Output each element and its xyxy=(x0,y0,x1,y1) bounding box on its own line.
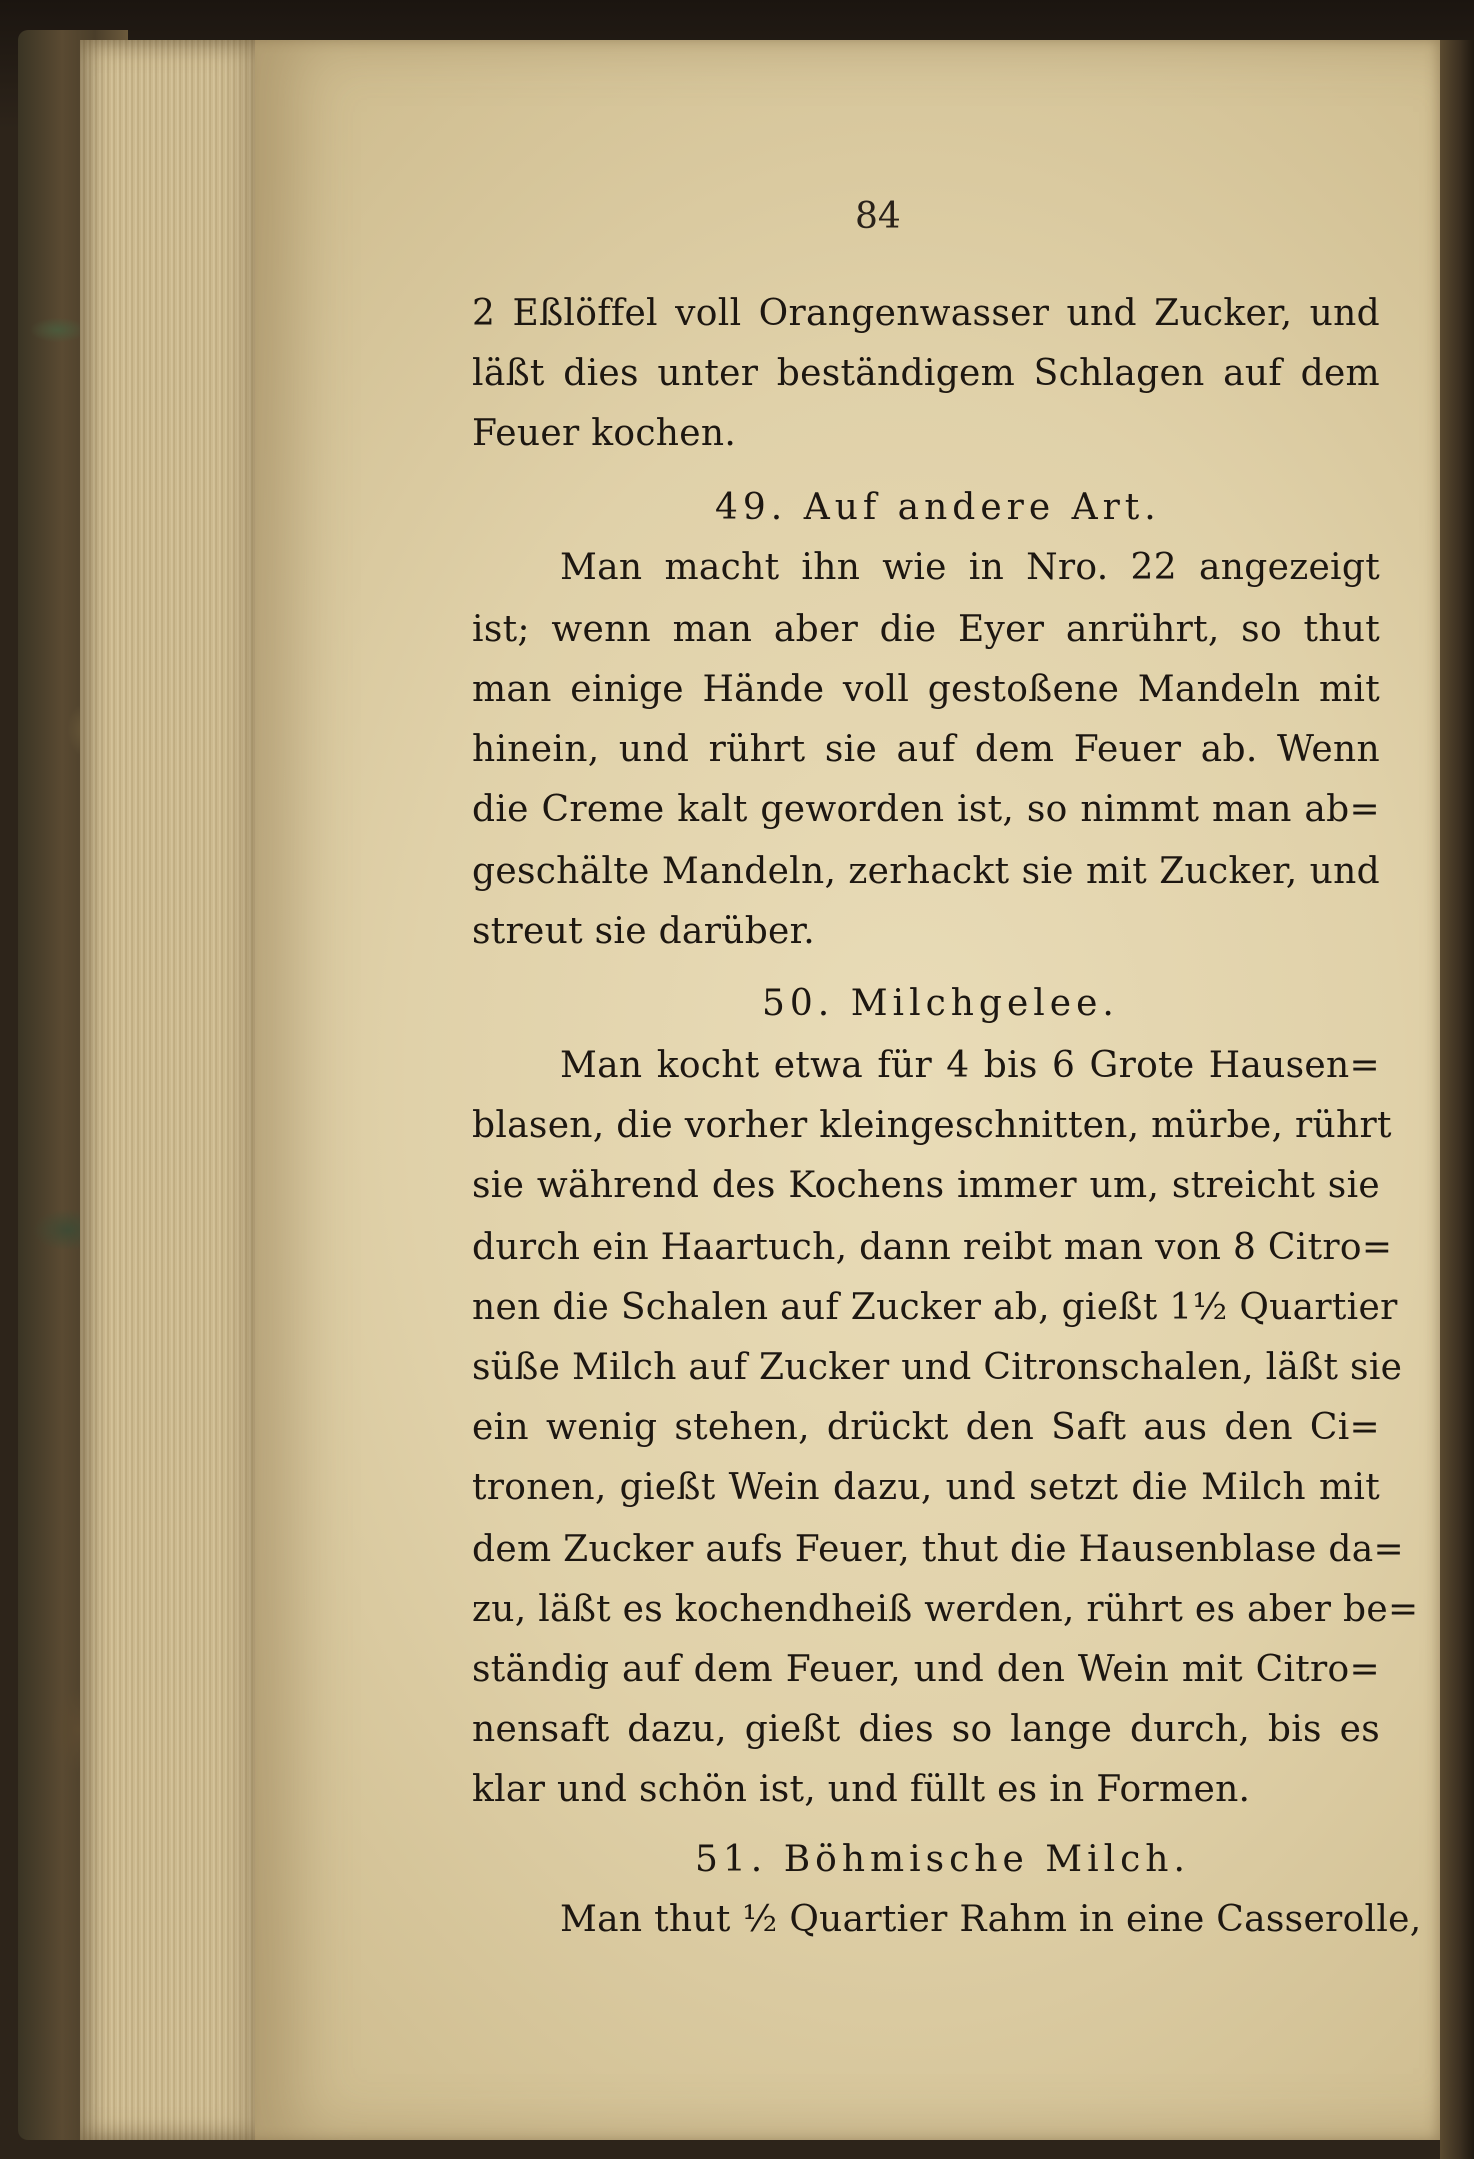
recipe-heading-49: 49. Auf andere Art. xyxy=(715,487,1161,528)
text-line: ständig auf dem Feuer, und den Wein mit Citro= xyxy=(472,1649,1380,1690)
text-line: ist; wenn man aber die Eyer anrührt, so thut xyxy=(472,609,1380,650)
text-line: tronen, gießt Wein dazu, und setzt die Milch mit xyxy=(472,1467,1380,1508)
text-line: nensaft dazu, gießt dies so lange durch, bis es xyxy=(472,1709,1380,1750)
text-line: Man kocht etwa für 4 bis 6 Grote Hausen= xyxy=(560,1045,1380,1086)
text-line: geschälte Mandeln, zerhackt sie mit Zucker, und xyxy=(472,851,1380,892)
text-line: sie während des Kochens immer um, streicht sie xyxy=(472,1165,1380,1206)
text-line: die Creme kalt geworden ist, so nimmt man ab= xyxy=(472,789,1380,830)
text-line: streut sie darüber. xyxy=(472,911,815,952)
text-line: hinein, und rührt sie auf dem Feuer ab. Wenn xyxy=(472,729,1380,770)
page-number: 84 xyxy=(855,196,901,237)
page-edges xyxy=(80,40,270,2140)
text-line: nen die Schalen auf Zucker ab, gießt 1½ Quartier xyxy=(472,1287,1398,1328)
text-line: 2 Eßlöffel voll Orangenwasser und Zucker, und xyxy=(472,293,1380,334)
text-line: man einige Hände voll gestoßene Mandeln mit xyxy=(472,669,1380,710)
recipe-heading-51: 51. Böhmische Milch. xyxy=(695,1839,1190,1880)
text-line: ein wenig stehen, drückt den Saft aus den Ci= xyxy=(472,1407,1380,1448)
text-line: Man macht ihn wie in Nro. 22 angezeigt xyxy=(560,547,1380,588)
text-line: läßt dies unter beständigem Schlagen auf dem xyxy=(472,353,1380,394)
page-right-edge xyxy=(1440,40,1474,2159)
text-line: Man thut ½ Quartier Rahm in eine Casserolle, xyxy=(560,1899,1422,1940)
text-line: dem Zucker aufs Feuer, thut die Hausenblase da= xyxy=(472,1529,1404,1570)
recipe-heading-50: 50. Milchgelee. xyxy=(762,983,1119,1024)
text-line: Feuer kochen. xyxy=(472,413,737,454)
text-line: süße Milch auf Zucker und Citronschalen, läßt sie xyxy=(472,1347,1403,1388)
text-line: zu, läßt es kochendheiß werden, rührt es aber be= xyxy=(472,1589,1419,1630)
text-line: durch ein Haartuch, dann reibt man von 8 Citro= xyxy=(472,1227,1393,1268)
text-line: blasen, die vorher kleingeschnitten, mürbe, rührt xyxy=(472,1105,1392,1146)
text-line: klar und schön ist, und füllt es in Formen. xyxy=(472,1769,1251,1810)
